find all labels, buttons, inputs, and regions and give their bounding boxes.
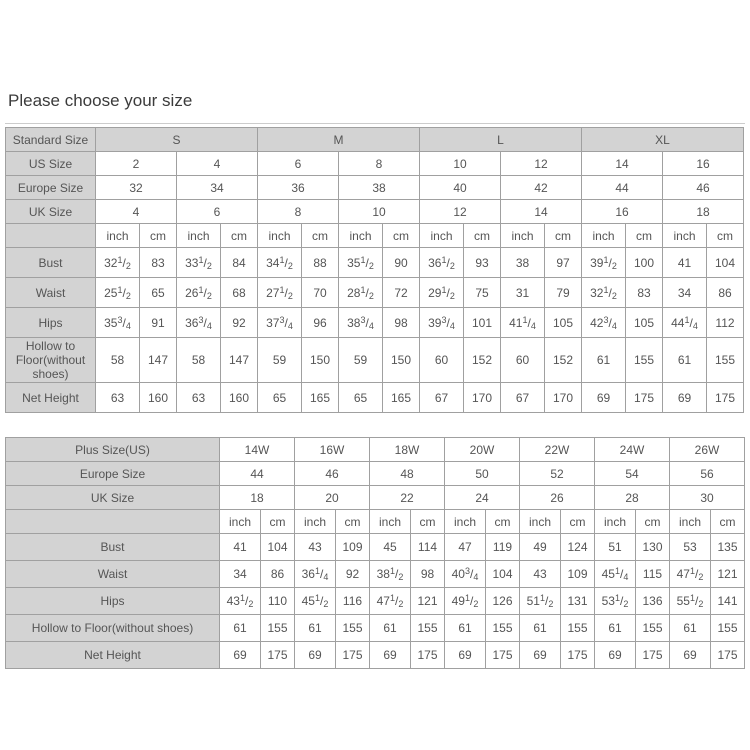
value-cell: 69 xyxy=(663,383,707,413)
value-cell: 175 xyxy=(336,642,370,669)
value-cell: 34 xyxy=(663,278,707,308)
value-cell: 50 xyxy=(445,462,520,486)
value-cell: 14W xyxy=(220,438,295,462)
unit-cell: cm xyxy=(711,510,745,534)
value-cell: $47^1/_2$ xyxy=(670,561,711,588)
value-cell: $45^1/_2$ xyxy=(295,588,336,615)
value-cell: 101 xyxy=(464,308,501,338)
value-cell: 59 xyxy=(339,338,383,383)
value-cell: 69 xyxy=(595,642,636,669)
row-label-cell: Plus Size(US) xyxy=(6,438,220,462)
value-cell: 147 xyxy=(221,338,258,383)
value-cell: 152 xyxy=(464,338,501,383)
value-cell: 109 xyxy=(336,534,370,561)
value-cell: 49 xyxy=(520,534,561,561)
value-cell: 6 xyxy=(258,152,339,176)
value-cell: 16 xyxy=(582,200,663,224)
unit-cell: cm xyxy=(545,224,582,248)
value-cell: 96 xyxy=(302,308,339,338)
value-cell: 155 xyxy=(411,615,445,642)
value-cell: $35^3/_4$ xyxy=(96,308,140,338)
value-cell: 32 xyxy=(96,176,177,200)
value-cell: 155 xyxy=(711,615,745,642)
value-cell: $34^1/_2$ xyxy=(258,248,302,278)
value-cell: 52 xyxy=(520,462,595,486)
value-cell: 10 xyxy=(420,152,501,176)
value-cell: $45^1/_4$ xyxy=(595,561,636,588)
unit-cell: cm xyxy=(636,510,670,534)
plus-size-table xyxy=(5,437,745,669)
value-cell: 4 xyxy=(96,200,177,224)
value-cell: 93 xyxy=(464,248,501,278)
value-cell: 136 xyxy=(636,588,670,615)
value-cell: 155 xyxy=(261,615,295,642)
value-cell: 8 xyxy=(258,200,339,224)
value-cell: 68 xyxy=(221,278,258,308)
value-cell: 56 xyxy=(670,462,745,486)
table-row xyxy=(6,534,745,561)
value-cell: 150 xyxy=(302,338,339,383)
value-cell: 69 xyxy=(445,642,486,669)
value-cell: 63 xyxy=(96,383,140,413)
value-cell: 22W xyxy=(520,438,595,462)
value-cell: 59 xyxy=(258,338,302,383)
value-cell: 61 xyxy=(445,615,486,642)
value-cell: 135 xyxy=(711,534,745,561)
value-cell: $39^3/_4$ xyxy=(420,308,464,338)
value-cell: 165 xyxy=(383,383,420,413)
unit-cell: cm xyxy=(464,224,501,248)
size-group-cell: M xyxy=(258,128,420,152)
value-cell: 18 xyxy=(663,200,744,224)
value-cell: 18 xyxy=(220,486,295,510)
value-cell: 155 xyxy=(486,615,520,642)
value-cell: $38^1/_2$ xyxy=(370,561,411,588)
row-label-cell: Bust xyxy=(6,248,96,278)
value-cell: 86 xyxy=(707,278,744,308)
row-label-cell: Standard Size xyxy=(6,128,96,152)
value-cell: 31 xyxy=(501,278,545,308)
row-label-cell: Bust xyxy=(6,534,220,561)
unit-cell: inch xyxy=(663,224,707,248)
value-cell: 100 xyxy=(626,248,663,278)
table-row xyxy=(6,486,745,510)
row-label-cell: Europe Size xyxy=(6,176,96,200)
table-row xyxy=(6,224,744,248)
table-row xyxy=(6,128,744,152)
value-cell: 26W xyxy=(670,438,745,462)
table-row xyxy=(6,176,744,200)
value-cell: 175 xyxy=(711,642,745,669)
value-cell: 69 xyxy=(670,642,711,669)
value-cell: 44 xyxy=(582,176,663,200)
value-cell: 30 xyxy=(670,486,745,510)
value-cell: 170 xyxy=(545,383,582,413)
unit-cell: inch xyxy=(420,224,464,248)
value-cell: $33^1/_2$ xyxy=(177,248,221,278)
value-cell: $42^3/_4$ xyxy=(582,308,626,338)
value-cell: 160 xyxy=(221,383,258,413)
value-cell: $41^1/_4$ xyxy=(501,308,545,338)
value-cell: 155 xyxy=(626,338,663,383)
value-cell: 175 xyxy=(636,642,670,669)
value-cell: 2 xyxy=(96,152,177,176)
value-cell: 121 xyxy=(711,561,745,588)
value-cell: 36 xyxy=(258,176,339,200)
value-cell: 42 xyxy=(501,176,582,200)
value-cell: 83 xyxy=(626,278,663,308)
row-label-cell: UK Size xyxy=(6,486,220,510)
value-cell: 53 xyxy=(670,534,711,561)
row-label-cell: US Size xyxy=(6,152,96,176)
value-cell: 24 xyxy=(445,486,520,510)
table-row xyxy=(6,438,745,462)
unit-cell: inch xyxy=(295,510,336,534)
unit-cell: inch xyxy=(258,224,302,248)
value-cell: 47 xyxy=(445,534,486,561)
value-cell: 20W xyxy=(445,438,520,462)
value-cell: 8 xyxy=(339,152,420,176)
value-cell: $32^1/_2$ xyxy=(582,278,626,308)
value-cell: 69 xyxy=(220,642,261,669)
value-cell: 112 xyxy=(707,308,744,338)
value-cell: 61 xyxy=(370,615,411,642)
unit-cell: cm xyxy=(626,224,663,248)
value-cell: 65 xyxy=(339,383,383,413)
value-cell: 98 xyxy=(383,308,420,338)
table-row xyxy=(6,510,745,534)
table-row xyxy=(6,338,744,383)
value-cell: 67 xyxy=(501,383,545,413)
unit-cell: inch xyxy=(670,510,711,534)
row-label-cell: Europe Size xyxy=(6,462,220,486)
value-cell: 104 xyxy=(486,561,520,588)
value-cell: 58 xyxy=(96,338,140,383)
value-cell: 65 xyxy=(258,383,302,413)
value-cell: 40 xyxy=(420,176,501,200)
value-cell: 12 xyxy=(420,200,501,224)
row-label-cell: Hollow to Floor(without shoes) xyxy=(6,615,220,642)
value-cell: 92 xyxy=(336,561,370,588)
value-cell: 155 xyxy=(707,338,744,383)
row-label-cell: Hips xyxy=(6,308,96,338)
value-cell: $37^3/_4$ xyxy=(258,308,302,338)
value-cell: 65 xyxy=(140,278,177,308)
value-cell: 84 xyxy=(221,248,258,278)
table-row xyxy=(6,615,745,642)
unit-cell: inch xyxy=(582,224,626,248)
value-cell: $35^1/_2$ xyxy=(339,248,383,278)
value-cell: 91 xyxy=(140,308,177,338)
value-cell: 43 xyxy=(295,534,336,561)
value-cell: $47^1/_2$ xyxy=(370,588,411,615)
unit-cell: inch xyxy=(177,224,221,248)
value-cell: 175 xyxy=(707,383,744,413)
value-cell: 41 xyxy=(220,534,261,561)
table-row xyxy=(6,588,745,615)
value-cell: 114 xyxy=(411,534,445,561)
table-row xyxy=(6,383,744,413)
value-cell: 41 xyxy=(663,248,707,278)
table-row xyxy=(6,248,744,278)
unit-cell: cm xyxy=(140,224,177,248)
value-cell: $32^1/_2$ xyxy=(96,248,140,278)
value-cell: 34 xyxy=(177,176,258,200)
row-label-cell xyxy=(6,224,96,248)
value-cell: 90 xyxy=(383,248,420,278)
value-cell: 124 xyxy=(561,534,595,561)
value-cell: $26^1/_2$ xyxy=(177,278,221,308)
row-label-cell: Waist xyxy=(6,561,220,588)
value-cell: 86 xyxy=(261,561,295,588)
value-cell: 14 xyxy=(582,152,663,176)
value-cell: 115 xyxy=(636,561,670,588)
value-cell: 152 xyxy=(545,338,582,383)
row-label-cell: Net Height xyxy=(6,383,96,413)
unit-cell: inch xyxy=(520,510,561,534)
value-cell: 61 xyxy=(295,615,336,642)
value-cell: 18W xyxy=(370,438,445,462)
value-cell: 28 xyxy=(595,486,670,510)
value-cell: 61 xyxy=(595,615,636,642)
unit-cell: cm xyxy=(383,224,420,248)
value-cell: 121 xyxy=(411,588,445,615)
unit-cell: cm xyxy=(336,510,370,534)
size-group-cell: L xyxy=(420,128,582,152)
size-group-cell: S xyxy=(96,128,258,152)
value-cell: $53^1/_2$ xyxy=(595,588,636,615)
unit-cell: cm xyxy=(486,510,520,534)
value-cell: 105 xyxy=(545,308,582,338)
value-cell: 79 xyxy=(545,278,582,308)
row-label-cell: UK Size xyxy=(6,200,96,224)
value-cell: 38 xyxy=(501,248,545,278)
value-cell: 116 xyxy=(336,588,370,615)
value-cell: $27^1/_2$ xyxy=(258,278,302,308)
value-cell: 69 xyxy=(520,642,561,669)
value-cell: 175 xyxy=(411,642,445,669)
value-cell: $29^1/_2$ xyxy=(420,278,464,308)
value-cell: 105 xyxy=(626,308,663,338)
row-label-cell: Net Height xyxy=(6,642,220,669)
value-cell: 109 xyxy=(561,561,595,588)
value-cell: 104 xyxy=(707,248,744,278)
unit-cell: inch xyxy=(445,510,486,534)
value-cell: 75 xyxy=(464,278,501,308)
value-cell: 110 xyxy=(261,588,295,615)
value-cell: 147 xyxy=(140,338,177,383)
value-cell: 165 xyxy=(302,383,339,413)
value-cell: $25^1/_2$ xyxy=(96,278,140,308)
value-cell: 98 xyxy=(411,561,445,588)
value-cell: 46 xyxy=(295,462,370,486)
value-cell: 46 xyxy=(663,176,744,200)
value-cell: 130 xyxy=(636,534,670,561)
value-cell: 92 xyxy=(221,308,258,338)
value-cell: 175 xyxy=(261,642,295,669)
value-cell: $38^3/_4$ xyxy=(339,308,383,338)
value-cell: 20 xyxy=(295,486,370,510)
value-cell: 141 xyxy=(711,588,745,615)
value-cell: $49^1/_2$ xyxy=(445,588,486,615)
value-cell: 44 xyxy=(220,462,295,486)
unit-cell: inch xyxy=(339,224,383,248)
value-cell: 48 xyxy=(370,462,445,486)
size-group-cell: XL xyxy=(582,128,744,152)
value-cell: 38 xyxy=(339,176,420,200)
value-cell: 24W xyxy=(595,438,670,462)
unit-cell: cm xyxy=(707,224,744,248)
value-cell: 10 xyxy=(339,200,420,224)
unit-cell: cm xyxy=(302,224,339,248)
value-cell: $51^1/_2$ xyxy=(520,588,561,615)
value-cell: 126 xyxy=(486,588,520,615)
row-label-cell: Hips xyxy=(6,588,220,615)
unit-cell: inch xyxy=(595,510,636,534)
unit-cell: cm xyxy=(261,510,295,534)
unit-cell: cm xyxy=(561,510,595,534)
value-cell: 61 xyxy=(220,615,261,642)
value-cell: 69 xyxy=(295,642,336,669)
value-cell: 16W xyxy=(295,438,370,462)
page-title: Please choose your size xyxy=(8,91,193,110)
table-row xyxy=(6,152,744,176)
value-cell: 34 xyxy=(220,561,261,588)
value-cell: $28^1/_2$ xyxy=(339,278,383,308)
value-cell: $39^1/_2$ xyxy=(582,248,626,278)
value-cell: 104 xyxy=(261,534,295,561)
unit-cell: inch xyxy=(96,224,140,248)
value-cell: $36^3/_4$ xyxy=(177,308,221,338)
value-cell: 45 xyxy=(370,534,411,561)
value-cell: 51 xyxy=(595,534,636,561)
value-cell: 54 xyxy=(595,462,670,486)
value-cell: $36^1/_2$ xyxy=(420,248,464,278)
value-cell: 63 xyxy=(177,383,221,413)
row-label-cell xyxy=(6,510,220,534)
value-cell: 131 xyxy=(561,588,595,615)
value-cell: 88 xyxy=(302,248,339,278)
divider-line xyxy=(5,123,745,124)
unit-cell: inch xyxy=(220,510,261,534)
value-cell: 67 xyxy=(420,383,464,413)
value-cell: 155 xyxy=(636,615,670,642)
value-cell: 22 xyxy=(370,486,445,510)
value-cell: $43^1/_2$ xyxy=(220,588,261,615)
value-cell: 14 xyxy=(501,200,582,224)
unit-cell: inch xyxy=(501,224,545,248)
value-cell: $36^1/_4$ xyxy=(295,561,336,588)
table-row xyxy=(6,642,745,669)
value-cell: 61 xyxy=(520,615,561,642)
value-cell: 69 xyxy=(582,383,626,413)
table-row xyxy=(6,561,745,588)
unit-cell: inch xyxy=(370,510,411,534)
unit-cell: cm xyxy=(411,510,445,534)
value-cell: 160 xyxy=(140,383,177,413)
value-cell: 26 xyxy=(520,486,595,510)
value-cell: 83 xyxy=(140,248,177,278)
value-cell: 61 xyxy=(670,615,711,642)
value-cell: 155 xyxy=(561,615,595,642)
table-row xyxy=(6,462,745,486)
value-cell: 175 xyxy=(486,642,520,669)
table-row xyxy=(6,278,744,308)
value-cell: 16 xyxy=(663,152,744,176)
value-cell: 61 xyxy=(582,338,626,383)
value-cell: 69 xyxy=(370,642,411,669)
value-cell: 170 xyxy=(464,383,501,413)
value-cell: 119 xyxy=(486,534,520,561)
row-label-cell: Hollow to Floor(without shoes) xyxy=(6,338,96,383)
value-cell: 58 xyxy=(177,338,221,383)
standard-size-table xyxy=(5,127,744,413)
value-cell: 12 xyxy=(501,152,582,176)
value-cell: 43 xyxy=(520,561,561,588)
row-label-cell: Waist xyxy=(6,278,96,308)
value-cell: 175 xyxy=(561,642,595,669)
value-cell: 60 xyxy=(420,338,464,383)
value-cell: 4 xyxy=(177,152,258,176)
value-cell: 60 xyxy=(501,338,545,383)
table-row xyxy=(6,308,744,338)
value-cell: $55^1/_2$ xyxy=(670,588,711,615)
value-cell: 150 xyxy=(383,338,420,383)
value-cell: 155 xyxy=(336,615,370,642)
value-cell: $44^1/_4$ xyxy=(663,308,707,338)
unit-cell: cm xyxy=(221,224,258,248)
table-row xyxy=(6,200,744,224)
value-cell: 61 xyxy=(663,338,707,383)
value-cell: 70 xyxy=(302,278,339,308)
value-cell: 6 xyxy=(177,200,258,224)
value-cell: 72 xyxy=(383,278,420,308)
value-cell: 97 xyxy=(545,248,582,278)
value-cell: $40^3/_4$ xyxy=(445,561,486,588)
value-cell: 175 xyxy=(626,383,663,413)
